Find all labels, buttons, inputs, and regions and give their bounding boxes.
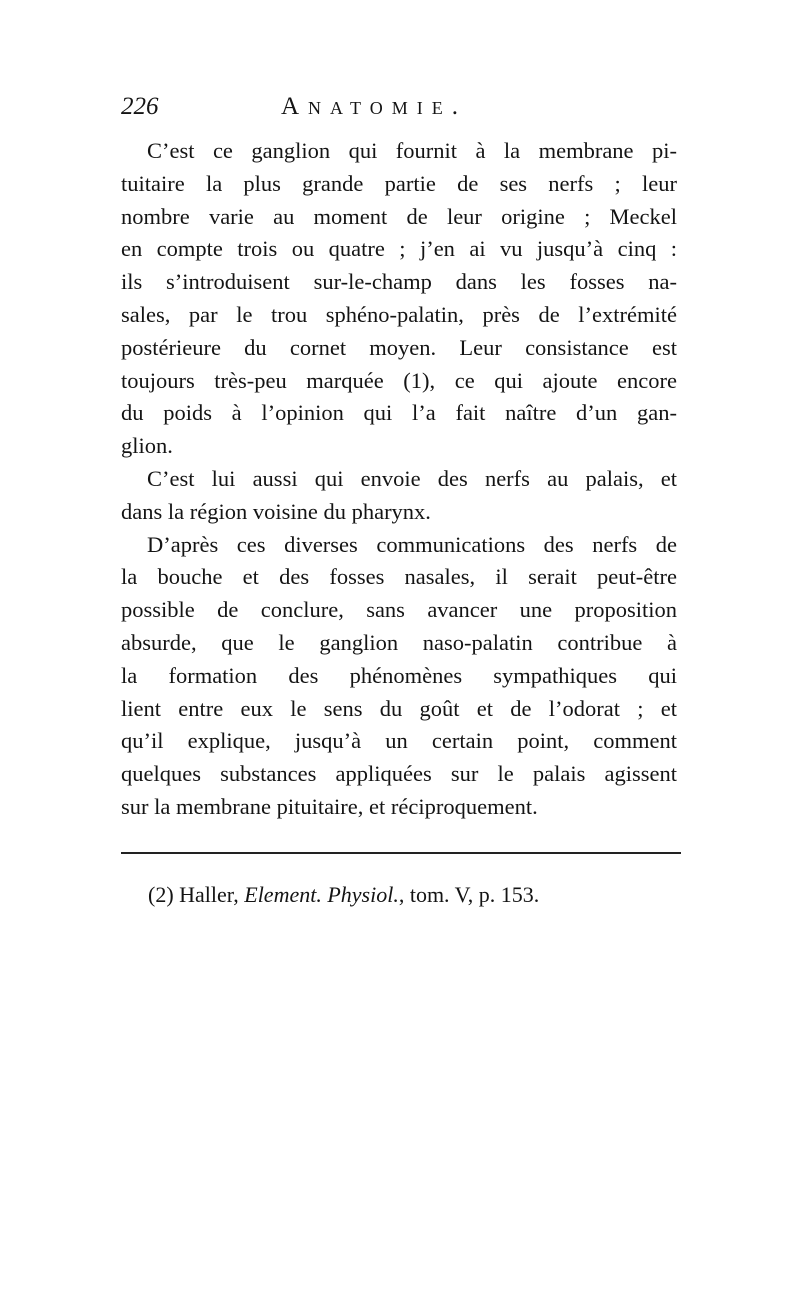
text-line: toujours très-peu marquée (1), ce qui ajoute encore [121,367,677,393]
paragraph-1 [121,135,677,463]
text-line: du poids à l’opinion qui l’a fait naître d’un gan- [121,400,677,426]
text-line: lient entre eux le sens du goût et de l’odorat ; et [121,695,677,721]
footnote-marker: (2) [148,882,174,907]
text-line: sur la membrane pituitaire, et réciproquement. [121,793,538,819]
text-line: tuitaire la plus grande partie de ses nerfs ; leur [121,170,677,196]
text-line: C’est ce ganglion qui fournit à la membrane pi- [147,138,677,163]
text-line: postérieure du cornet moyen. Leur consistance est [121,334,677,360]
text-line: absurde, que le ganglion naso-palatin contribue à [121,629,677,655]
page-header [121,92,681,132]
paragraph-2 [121,463,677,529]
text-line: qu’il explique, jusqu’à un certain point, comment [121,728,677,754]
running-title: Anatomie. [281,93,467,120]
paragraph-3 [121,529,677,824]
footnote [148,880,668,910]
text-line: dans la région voisine du pharynx. [121,498,431,524]
text-line: sales, par le trou sphéno-palatin, près de l’extrémité [121,301,677,327]
footnote-work-title: Element. Physiol. [244,882,399,907]
footnote-reference: , tom. V, p. 153. [398,882,540,907]
text-line: quelques substances appliquées sur le palais agissent [121,761,677,787]
footnote-author: Haller, [179,882,239,907]
text-line: en compte trois ou quatre ; j’en ai vu jusqu’à cinq : [121,236,677,262]
text-line: glion. [121,433,173,459]
text-line: nombre varie au moment de leur origine ; Meckel [121,203,677,229]
text-line: ils s’introduisent sur-le-champ dans les fosses na- [121,269,677,295]
text-line: D’après ces diverses communications des nerfs de [147,531,677,557]
text-line: la formation des phénomènes sympathiques qui [121,662,677,688]
text-line: possible de conclure, sans avancer une proposition [121,597,677,623]
page-number: 226 [121,93,159,120]
text-line: la bouche et des fosses nasales, il serait peut-être [121,564,677,590]
footnote-separator [121,852,681,854]
text-line: C’est lui aussi qui envoie des nerfs au palais, et [147,465,677,491]
body-text [121,135,677,824]
